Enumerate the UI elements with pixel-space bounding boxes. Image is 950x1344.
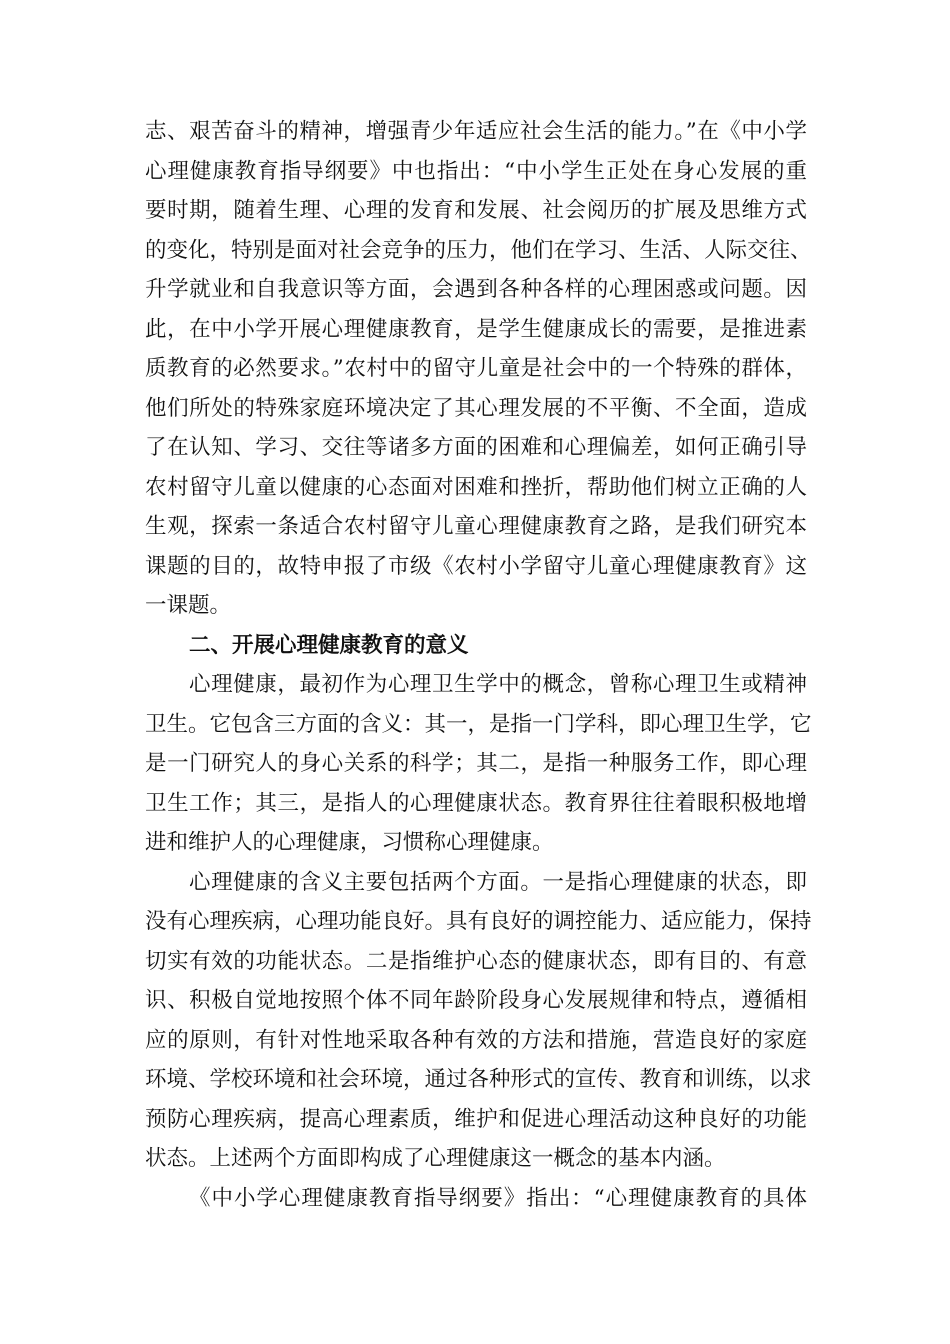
text-line: 预防心理疾病，提高心理素质，维护和促进心理活动这种良好的功能 [145, 1106, 807, 1132]
paragraph-4 [145, 1179, 807, 1219]
text-line: 升学就业和自我意识等方面，会遇到各种各样的心理困惑或问题。因 [145, 277, 807, 302]
text-line: 此，在中小学开展心理健康教育，是学生健康成长的需要，是推进素 [145, 316, 807, 342]
paragraph-2 [145, 665, 812, 863]
text-line: 状态。上述两个方面即构成了心理健康这一概念的基本内涵。 [145, 1146, 726, 1171]
text-line: 识、积极自觉地按照个体不同年龄阶段身心发展规律和特点，遵循相 [145, 988, 807, 1013]
text-line: 的变化，特别是面对社会竞争的压力，他们在学习、生活、人际交往、 [145, 237, 812, 263]
text-line: 志、艰苦奋斗的精神，增强青少年适应社会生活的能力。”在《中小学 [145, 119, 807, 144]
text-line: 没有心理疾病，心理功能良好。具有良好的调控能力、适应能力，保持 [145, 909, 812, 934]
section-heading: 二、开展心理健康教育的意义 [189, 632, 469, 658]
document-page [145, 112, 812, 1218]
text-line: 卫生。它包含三方面的含义：其一，是指一门学科，即心理卫生学，它 [145, 711, 812, 737]
text-line: 心理健康教育指导纲要》中也指出：“中小学生正处在身心发展的重 [145, 158, 807, 184]
text-line: 农村留守儿童以健康的心态面对困难和挫折，帮助他们树立正确的人 [145, 474, 807, 500]
paragraph-1 [145, 112, 812, 626]
text-line: 生观，探索一条适合农村留守儿童心理健康教育之路，是我们研究本 [145, 514, 807, 539]
text-line: 要时期，随着生理、心理的发育和发展、社会阅历的扩展及思维方式 [145, 198, 807, 223]
text-line: 心理健康，最初作为心理卫生学中的概念，曾称心理卫生或精神 [189, 672, 807, 697]
text-line: 《中小学心理健康教育指导纲要》指出：“心理健康教育的具体 [189, 1185, 807, 1211]
text-line: 他们所处的特殊家庭环境决定了其心理发展的不平衡、不全面，造成 [145, 395, 807, 421]
text-line: 卫生工作；其三，是指人的心理健康状态。教育界往往着眼积极地增 [145, 790, 807, 816]
text-line: 了在认知、学习、交往等诸多方面的困难和心理偏差，如何正确引导 [145, 435, 807, 460]
text-line: 一课题。 [145, 593, 232, 618]
text-line: 切实有效的功能状态。二是指维护心态的健康状态，即有目的、有意 [145, 948, 807, 974]
text-line: 质教育的必然要求。”农村中的留守儿童是社会中的一个特殊的群体， [145, 356, 807, 381]
text-line: 进和维护人的心理健康，习惯称心理健康。 [145, 830, 554, 855]
paragraph-3 [145, 863, 812, 1179]
text-line: 是一门研究人的身心关系的科学；其二，是指一种服务工作，即心理 [145, 751, 807, 776]
text-line: 课题的目的，故特申报了市级《农村小学留守儿童心理健康教育》这 [145, 553, 807, 579]
text-line: 应的原则，有针对性地采取各种有效的方法和措施，营造良好的家庭 [145, 1027, 807, 1053]
text-line: 环境、学校环境和社会环境，通过各种形式的宣传、教育和训练，以求 [145, 1067, 812, 1092]
text-line: 心理健康的含义主要包括两个方面。一是指心理健康的状态，即 [189, 869, 807, 895]
